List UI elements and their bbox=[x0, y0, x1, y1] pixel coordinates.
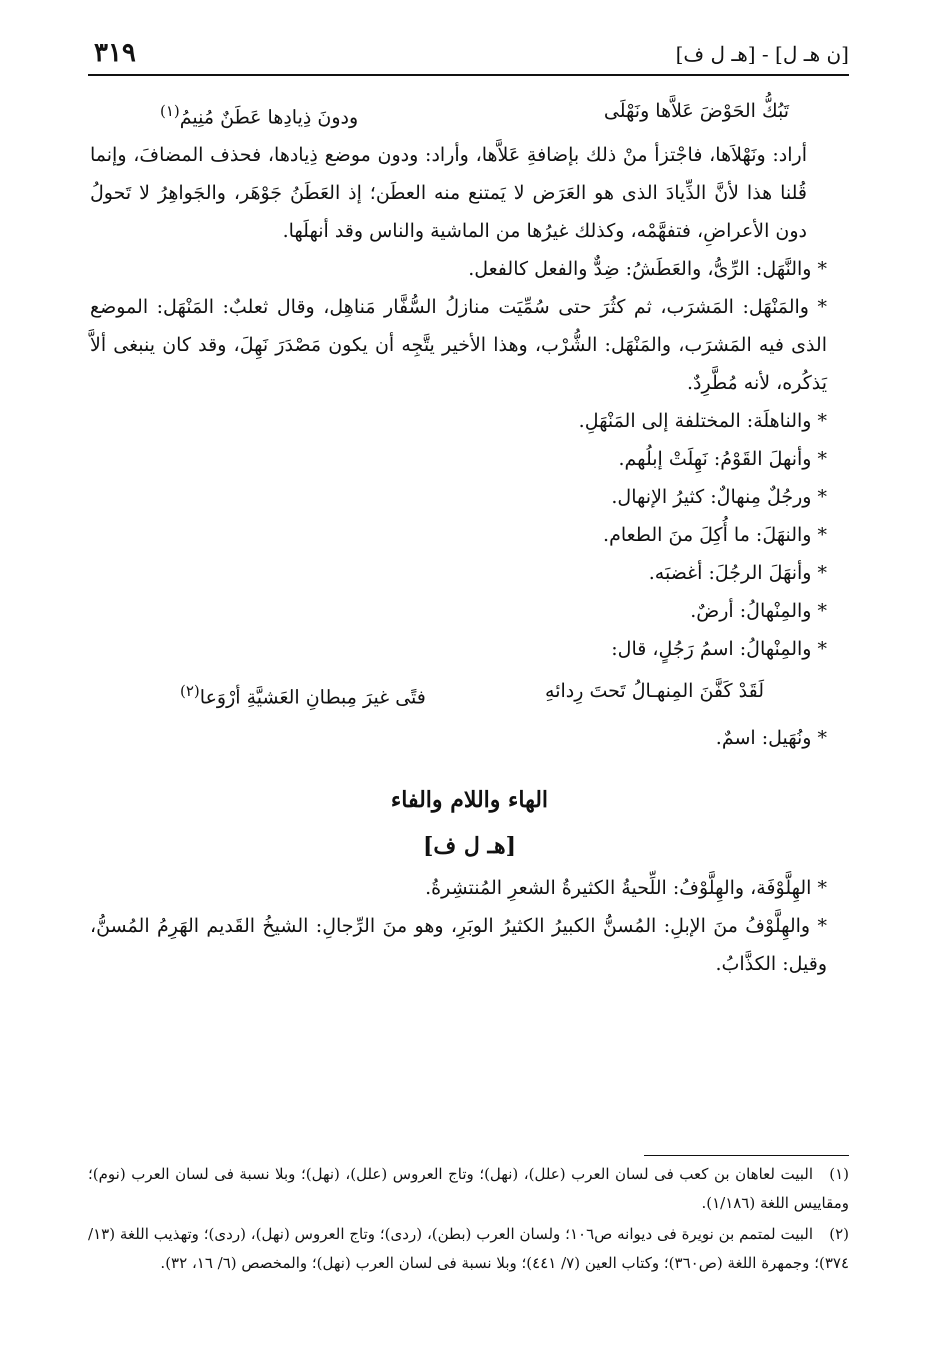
verse-2-second-hemistich bbox=[180, 672, 426, 716]
section-title: الهاء واللام والفاء bbox=[390, 786, 549, 813]
footnote-1 bbox=[88, 1160, 849, 1218]
main-text bbox=[90, 92, 849, 983]
verse-1-first-hemistich: تَبُكُّ الحَوْضَ عَلاَّها ونَهْلَى bbox=[603, 100, 789, 122]
entry-anhala-rajul: * وأنهَلَ الرجُلَ: أغضبَه. bbox=[648, 562, 827, 585]
paragraph-explanation: أراد: ونَهْلاَها، فاجْتزأ منْ ذلك بإضافةِ عَلاَّها، وأراد: ودون موضع ذِيادها، فحذف المضافَ، وإنما قُلنا هذا لأنَّ الذِّيادَ الذى هو العَرَض لا يَمتنع منه العطَن؛ إذ العَطَنُ جَوْهَر، والجَواهِرُ لا تَحولُ دون الأعراضِ، فتفهَّمْه، وكذلك غيرُها من الماشية والناس وقد أنهلَها. bbox=[90, 144, 807, 243]
footnotes bbox=[88, 1160, 849, 1280]
entry-hillawfa: * الهِلَّوْفَة، والهِلَّوْفُ: اللِّحيةُ الكثيرةُ الشعرِ المُنتشِرةُ. bbox=[425, 876, 827, 899]
page-header bbox=[88, 38, 849, 72]
footnote-rule bbox=[644, 1155, 849, 1156]
entry-minhal-name: * والمِنْهالُ: اسمُ رَجُلٍ، قال: bbox=[611, 638, 827, 661]
root-heading: [هـ ل ف] bbox=[423, 832, 516, 859]
verse-1-second-hemistich bbox=[160, 92, 358, 136]
footnote-marker-1: (١) bbox=[160, 102, 180, 120]
entry-minhal-rajul: * ورجُلٌ مِنهالٌ: كثيرُ الإنهال. bbox=[611, 486, 827, 509]
entry-nahila: * والناهلَة: المختلفة إلى المَنْهَلِ. bbox=[578, 410, 827, 433]
footnote-2 bbox=[88, 1220, 849, 1278]
footnote-2-text: البيت لمتمم بن نويرة فى ديوانه ص١٠٦؛ ولسان العرب (بطن)، (ردى)؛ وتاج العروس (نهل)، (ردى)؛ وتهذيب اللغة (١٣/ ٣٧٤)؛ وجمهرة اللغة (ص٣٦٠)؛ وكتاب العين (٧/ ٤٤١)؛ وبلا نسبة فى لسان العرب (نهل)؛ والمخصص (٦/ ١٦، ٣٢). bbox=[88, 1225, 849, 1272]
verse-1 bbox=[90, 92, 849, 136]
verse-2 bbox=[90, 672, 849, 716]
header-rule bbox=[88, 74, 849, 76]
running-title: [ن هـ ل] - [هـ ل ف] bbox=[675, 42, 849, 66]
footnote-1-text: البيت لعاهان بن كعب فى لسان العرب (علل)، (نهل)؛ وتاج العروس (علل)، (نهل)؛ وبلا نسبة فى لسان العرب (نوم)؛ ومقاييس اللغة (١/١٨٦). bbox=[88, 1165, 849, 1212]
verse-2-first-hemistich: لَقَدْ كَفَّنَ المِنهـالُ تَحتَ رِدائهِ bbox=[545, 680, 764, 703]
entry-nuhayl: * ونُهَيل: اسمٌ. bbox=[715, 726, 827, 749]
footnote-1-number: (١) bbox=[829, 1165, 849, 1183]
footnote-2-number: (٢) bbox=[829, 1225, 849, 1243]
verse-1-text: ودونَ ذِيادِها عَطَنٌ مُنِيمُ bbox=[179, 106, 359, 129]
footnote-marker-2: (٢) bbox=[180, 682, 200, 701]
page-number: ٣١٩ bbox=[94, 38, 136, 68]
entry-manhal: * والمَنْهَل: المَشرَب، ثم كثُرَ حتى سُمِّيَت منازلُ السُّفَّار مَناهِل، وقال ثعلبٌ: المَنْهَل: الموضع الذى فيه المَشرَب، والمَنْهَل: الشُّرْب، وهذا الأخير يتَّجِه أن يكون مَصْدَرَ نَهِلَ، وقد كان ينبغى ألاَّ يَذكُره، لأنه مُطَّرِدٌ. bbox=[90, 296, 827, 395]
entry-nahal: * والنَّهَل: الرِّىُّ، والعَطَشُ: ضِدٌّ والفعل كالفعل. bbox=[468, 258, 827, 281]
entry-anhala-qawm: * وأنهلَ القَوْمُ: نَهِلَتْ إبلُهم. bbox=[618, 448, 827, 471]
entry-minhal-land: * والمِنْهالُ: أرضٌ. bbox=[690, 600, 827, 623]
entry-hillawf: * والهِلَّوْفُ منَ الإبلِ: المُسنُّ الكبيرُ الكثيرُ الوبَرِ، وهو منَ الرِّجالِ: الشيخُ القَديم الهَرِمُ المُسنُّ، وقيل: الكذَّابُ. bbox=[90, 914, 827, 975]
verse-2-text: فتًى غيرَ مِبطانِ العَشيَّةِ أرْوَعا bbox=[199, 686, 426, 709]
entry-nahal-food: * والنهَلَ: ما أُكِلَ منَ الطعام. bbox=[603, 524, 827, 547]
